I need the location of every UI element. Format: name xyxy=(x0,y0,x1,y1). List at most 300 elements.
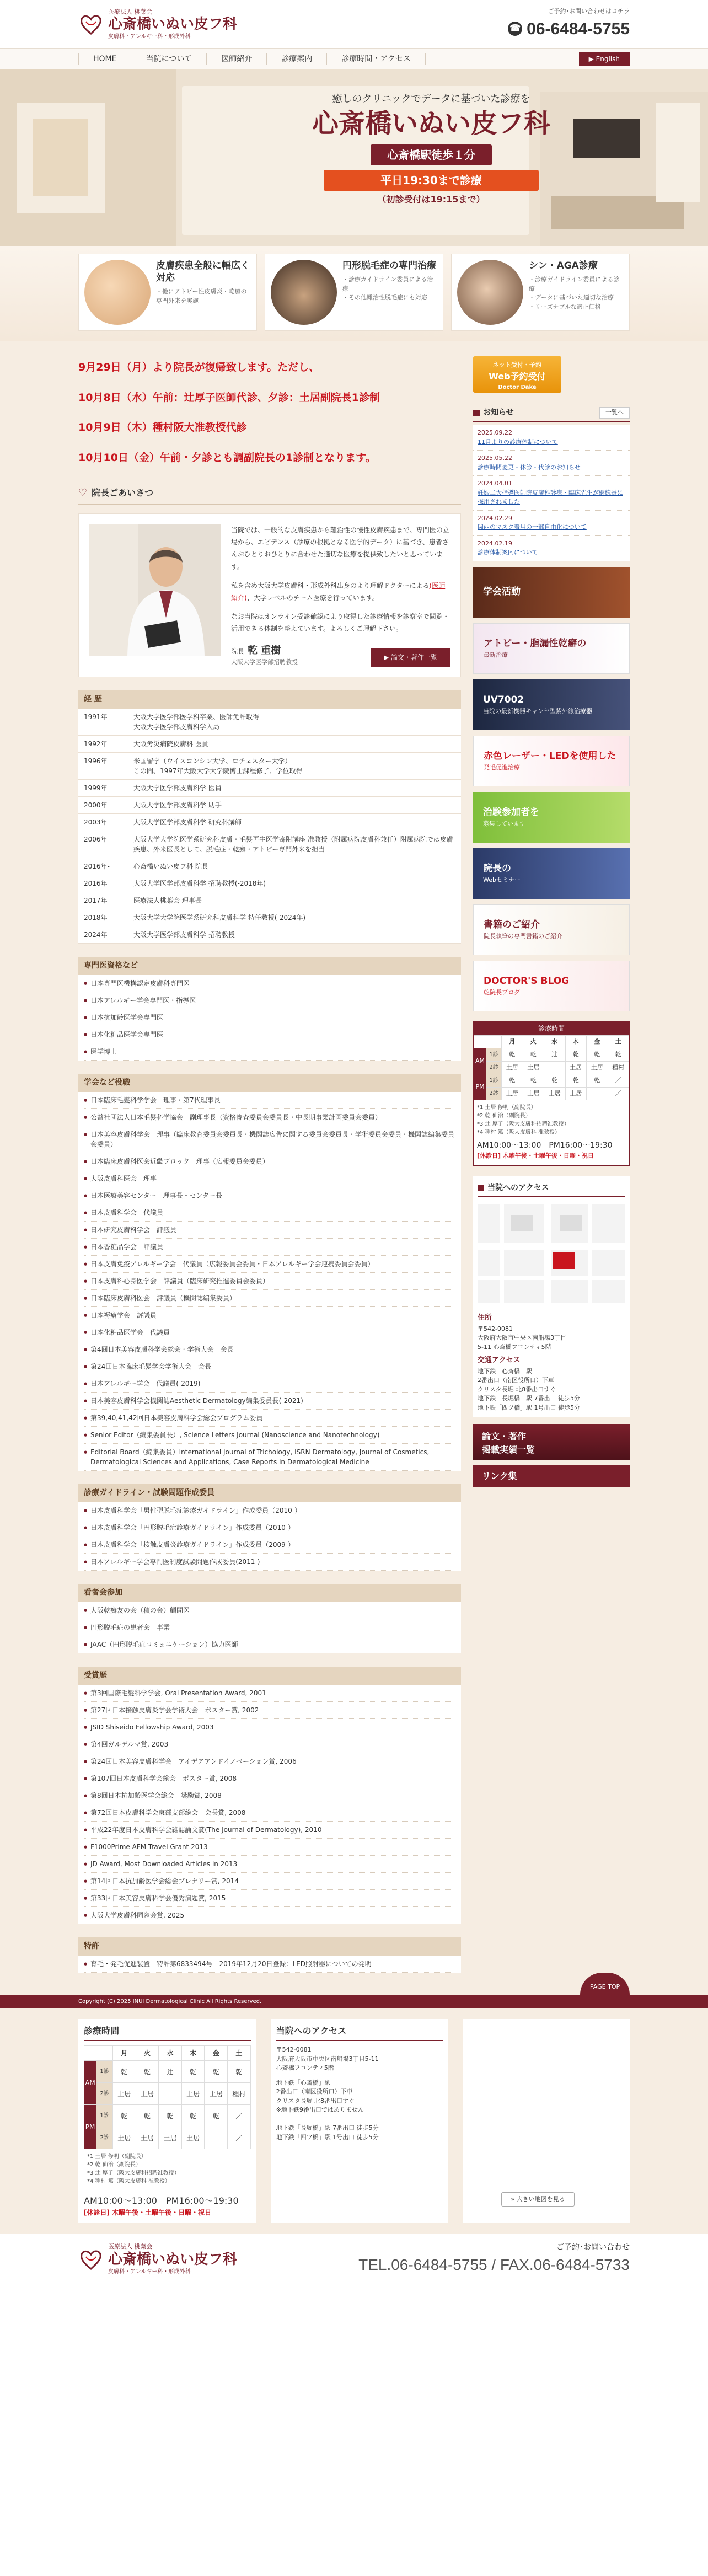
schedule-cell: 土居 xyxy=(565,1061,587,1074)
history-year: 2017年- xyxy=(78,892,128,909)
schedule-header-row xyxy=(84,2046,251,2061)
nav-home[interactable]: HOME xyxy=(78,53,131,65)
schedule-cell: ／ xyxy=(228,2127,251,2149)
schedule-notes xyxy=(474,1100,629,1140)
news-date: 2024.04.01 xyxy=(478,480,512,487)
news-item[interactable] xyxy=(473,536,630,561)
schedule-day: 土 xyxy=(228,2046,251,2061)
schedule-cell: 乾 xyxy=(113,2061,136,2083)
history-row xyxy=(78,797,461,814)
square-icon xyxy=(473,410,480,416)
awards-list xyxy=(78,1685,461,1924)
list-item: ● 日本アレルギー学会 代議員(-2019) xyxy=(84,1375,455,1393)
list-item: ● 日本臨床皮膚科医会 評議員（機関誌編集委員） xyxy=(84,1290,455,1307)
banner-title: UV7002 xyxy=(483,694,524,705)
feature-point: ・ 他にアトピー性皮膚炎・乾癬の専門外来を実施 xyxy=(156,287,251,306)
schedule-cell: 乾 xyxy=(181,2105,205,2127)
hero-title: 心斎橋いぬい皮フ科 xyxy=(312,108,550,139)
history-row xyxy=(78,709,461,736)
sidebar-banner[interactable] xyxy=(473,679,630,730)
schedule-row xyxy=(474,1087,629,1100)
feature-title: 円形脱毛症の専門治療 xyxy=(342,260,436,271)
heart-icon: ♡ xyxy=(78,487,88,499)
schedule-day: 木 xyxy=(181,2046,205,2061)
greeting-box xyxy=(78,513,461,677)
address-text: 〒542-0081 大阪府大阪市中央区南船場3丁目 5-11 心斎橋フロンティ5階 xyxy=(478,1325,566,1351)
history-year: 1996年 xyxy=(78,753,128,780)
news-link[interactable]: 関西のマスク着用の一部自由化について xyxy=(478,523,587,531)
enlarge-map-button[interactable]: » 大きい地図を見る xyxy=(501,2192,574,2207)
history-text: 大阪大学医学部皮膚科学 招聘教授 xyxy=(128,926,461,944)
list-item: ● 日本臨床皮膚科医会近畿ブロック 理事（広報委員会委員） xyxy=(84,1153,455,1170)
news-date: 2024.02.29 xyxy=(478,514,512,522)
notice-item: 10月10日（金）午前・夕診とも調副院長の1診制となります。 xyxy=(78,451,376,464)
feature-title: シン・AGA診療 xyxy=(529,260,598,271)
list-item: ● 日本褥瘡学会 評議員 xyxy=(84,1307,455,1324)
list-item: ● 日本専門医機構認定皮膚科専門医 xyxy=(84,975,455,992)
list-item: ● JAAC（円形脱毛症コミュニケーション）協力医師 xyxy=(84,1636,455,1653)
hero-tagline: 癒しのクリニックでデータに基づいた診療を xyxy=(332,93,530,105)
schedule-day: 火 xyxy=(523,1035,544,1048)
schedule-cell: 乾 xyxy=(544,1074,566,1088)
schedule-row xyxy=(84,2127,251,2149)
sidebar-banner[interactable] xyxy=(473,623,630,674)
list-item: ● 日本香粧品学会 評議員 xyxy=(84,1239,455,1256)
footer-schedule-title: 診療時間 xyxy=(84,2025,251,2041)
schedule-note: *3 辻 厚子（阪大皮膚科招聘准教授） xyxy=(87,2170,180,2176)
history-row xyxy=(78,814,461,831)
schedule-slot: 2診 xyxy=(96,2127,113,2149)
history-row xyxy=(78,753,461,780)
schedule-row xyxy=(84,2083,251,2105)
banner-subtitle: Webセミナー xyxy=(483,876,521,883)
banner-subtitle: 院長執筆の専門書籍のご紹介 xyxy=(484,933,562,940)
list-item: ● 日本医療美容センター 理事長・センター長 xyxy=(84,1187,455,1204)
sidebar-banner[interactable] xyxy=(473,961,630,1011)
schedule-cell: 土居 xyxy=(136,2127,159,2149)
history-year: 2000年 xyxy=(78,797,128,814)
history-year: 2024年- xyxy=(78,926,128,944)
access-map[interactable] xyxy=(478,1204,625,1303)
history-year: 2016年- xyxy=(78,858,128,875)
logo-sub: 皮膚科・アレルギー科・形成外科 xyxy=(108,34,191,40)
list-item: ● 日本アレルギー学会専門医制度試験問題作成委員(2011-) xyxy=(84,1554,455,1571)
schedule-period: AM xyxy=(474,1048,486,1074)
links-button[interactable]: リンク集 xyxy=(473,1465,630,1487)
feature-alopecia[interactable] xyxy=(265,254,443,331)
copyright: Copyright (C) 2025 INUI Dermatological Clinic All Rights Reserved. xyxy=(78,1998,262,2005)
list-item: ● 第33回日本美容皮膚科学会優秀演題賞, 2015 xyxy=(84,1890,455,1907)
list-item: ● 第39,40,41,42回日本美容皮膚科学会総会プログラム委員 xyxy=(84,1410,455,1427)
schedule-cell: 乾 xyxy=(502,1074,523,1088)
list-item: ● 日本美容皮膚科学会 理事（臨床教育委員会委員長・機関誌広告に関する委員会委員長・学術委員会委員・機関誌編集委員会委員） xyxy=(84,1126,455,1153)
schedule-cell: 土居 xyxy=(502,1061,523,1074)
history-row xyxy=(78,831,461,858)
schedule-slot: 2診 xyxy=(96,2083,113,2105)
history-year: 1999年 xyxy=(78,780,128,797)
banner-title: 治験参加者を xyxy=(483,806,539,818)
sidebar xyxy=(473,356,630,1973)
footer-tel-caption: ご予約･お問い合わせ xyxy=(556,2243,630,2252)
list-item: ● 第72回日本皮膚科学会東部支部総会 会長賞, 2008 xyxy=(84,1804,455,1822)
list-item: ● 円形脱毛症の患者会 事業 xyxy=(84,1619,455,1636)
schedule-day: 水 xyxy=(159,2046,182,2061)
schedule-cell: 種村 xyxy=(228,2083,251,2105)
alopecia-image xyxy=(271,260,337,325)
list-item: ● 日本アレルギー学会専門医・指導医 xyxy=(84,992,455,1009)
schedule-cell: 土居 xyxy=(523,1087,544,1100)
schedule-cell: 乾 xyxy=(587,1048,608,1062)
schedule-cell: 土居 xyxy=(565,1087,587,1100)
schedule-slot: 1診 xyxy=(486,1074,502,1088)
news-link[interactable]: 診療体制案内について xyxy=(478,549,538,556)
list-item: ● 第24回日本美容皮膚科学会 アイデアアンドイノベーション賞, 2006 xyxy=(84,1753,455,1770)
news-more-button[interactable]: 一覧へ xyxy=(599,407,630,419)
news-item[interactable] xyxy=(473,476,630,511)
sidebar-banner[interactable] xyxy=(473,567,630,618)
banner-title: 学会活動 xyxy=(483,586,521,597)
history-text: 大阪大学医学部皮膚科学 招聘教授(-2018年) xyxy=(128,875,461,892)
schedule-note: *1 土居 修明（副院長） xyxy=(87,2154,147,2160)
doctor-intro-link[interactable]: (医師紹介) xyxy=(231,581,446,602)
schedule-cell: 土居 xyxy=(159,2127,182,2149)
sidebar-banner[interactable] xyxy=(473,736,630,786)
list-item: ● 第27回日本接触皮膚炎学会学術大会 ポスター賞, 2002 xyxy=(84,1702,455,1719)
history-row xyxy=(78,892,461,909)
notice-item: 10月9日（木）種村阪大准教授代診 xyxy=(78,421,247,433)
list-item: ● 日本化粧品医学会 代議員 xyxy=(84,1324,455,1341)
footer-transport: 地下鉄「心斎橋」駅 2番出口（南区役所口）下車 クリスタ長堀 北8番出口すぐ ※地下鉄9番出口ではありません 地下鉄「長堀橋」駅 7番出口 徒歩5分 地下鉄「四ツ橋」駅 1号出口 徒歩5分 xyxy=(276,2079,379,2141)
transport-item: 地下鉄「四ツ橋」駅 1号出口 徒歩5分 xyxy=(478,1404,580,1411)
schedule-day xyxy=(474,1035,486,1048)
sidebar-access: 当院へのアクセス 住所 〒542-0081 大阪府大阪市中央区南船場3丁目 5-11 心斎橋フロンティ5階 交通アクセス 地下鉄「心斎橋」駅 2番出口（南区役所口）下車 クリスタ長堀 北8番出口すぐ 地下鉄「長堀橋」駅 7番出口 徒歩5分 地下鉄「四ツ橋」駅 1号出口 徒歩5分 xyxy=(473,1176,630,1417)
news-item[interactable] xyxy=(473,425,630,451)
list-item: ● 日本皮膚科学会「円形脱毛症診療ガイドライン」作成委員（2010-） xyxy=(84,1519,455,1536)
schedule-cell: 乾 xyxy=(205,2105,228,2127)
footer-tel[interactable] xyxy=(358,2242,630,2277)
schedule-note: *2 乾 仙治（副院長） xyxy=(477,1113,531,1119)
page-top-button[interactable]: PAGE TOP xyxy=(580,1973,630,1995)
square-icon xyxy=(478,1185,484,1191)
schedule-cell: 種村 xyxy=(608,1061,629,1074)
content-area xyxy=(0,341,708,1995)
footer-main xyxy=(0,2008,708,2234)
schedule-period: AM xyxy=(84,2061,96,2105)
greeting-title: ♡ 院長ごあいさつ xyxy=(78,482,461,505)
tel-number: 06-6484-5755 xyxy=(527,19,630,38)
hero-badge-station: 心斎橋駅徒歩１分 xyxy=(371,144,492,165)
schedule-day: 金 xyxy=(205,2046,228,2061)
feature-skin[interactable] xyxy=(78,254,257,331)
patents-title: 特許 xyxy=(78,1937,461,1956)
schedule-day: 木 xyxy=(565,1035,587,1048)
schedule-cell xyxy=(587,1087,608,1100)
nav-treatment[interactable]: 診療案内 xyxy=(267,53,327,65)
banner-title: DOCTOR'S BLOG xyxy=(484,975,570,987)
greeting-paragraph: なお当院はオンライン受診確認により取得した診療情報を診察室で閲覧・活用できる体制を整えています。よろしくご理解下さい。 xyxy=(231,613,449,633)
feature-point: ・ その他難治性脱毛症にも対応 xyxy=(342,293,437,303)
list-item: ● 日本皮膚科学会「男性型脱毛症診療ガイドライン」作成委員（2010-） xyxy=(84,1502,455,1519)
schedule-cell: 乾 xyxy=(587,1074,608,1088)
english-button[interactable]: ▶ English xyxy=(579,52,630,66)
schedule-cell: 辻 xyxy=(544,1048,566,1062)
schedule-day: 土 xyxy=(608,1035,629,1048)
schedule-closed: [休診日] 木曜午後・土曜午後・日曜・祝日 xyxy=(477,1152,594,1159)
papers-button[interactable]: ▶ 論文・著作一覧 xyxy=(371,648,450,667)
list-item: ● 大阪皮膚科医会 理事 xyxy=(84,1170,455,1187)
history-row xyxy=(78,858,461,875)
schedule-cell: 土居 xyxy=(113,2127,136,2149)
history-text: 大阪大学医学部医学科卒業、医師免許取得 大阪大学医学部皮膚科学入局 xyxy=(128,709,461,736)
list-item: ● 大阪乾癬友の会（積の会）顧問医 xyxy=(84,1602,455,1619)
heart-logo-icon xyxy=(78,2247,104,2272)
footer-access xyxy=(271,2019,449,2223)
schedule-cell: 乾 xyxy=(136,2061,159,2083)
feature-point: ・ データに基づいた適切な治療 xyxy=(529,293,624,303)
feature-point: ・ リーズナブルな適正価格 xyxy=(529,303,624,312)
list-item: ● 公益社団法人日本毛髪科学協会 副理事長（資格審査委員会委員長・中長期事業計画委員会委員） xyxy=(84,1109,455,1126)
list-item: ● 第24回日本臨床毛髪学会学術大会 会長 xyxy=(84,1358,455,1375)
list-item: ● 日本臨床毛髪科学学会 理事・第7代理事長 xyxy=(84,1092,455,1109)
schedule-cell: ／ xyxy=(228,2105,251,2127)
schedule-day xyxy=(84,2046,96,2061)
list-item: ● 第4回日本美容皮膚科学会総会・学術大会 会長 xyxy=(84,1341,455,1358)
banner-subtitle: 当院の最新機器キャンセ型紫外線治療器 xyxy=(483,708,592,715)
history-year: 2018年 xyxy=(78,909,128,926)
hero-note: （初診受付は19:15まで） xyxy=(377,194,485,205)
list-item: ● Senior Editor（編集委員長）, Science Letters Journal (Nanoscience and Nanotechnology) xyxy=(84,1427,455,1444)
list-item: ● 第14回日本抗加齢医学会総会プレナリー賞, 2014 xyxy=(84,1873,455,1890)
sidebar-banner[interactable] xyxy=(473,848,630,899)
footer-closed: [休診日] 木曜午後・土曜午後・日曜・祝日 xyxy=(84,2209,212,2216)
news-link[interactable]: 診療時間変更・休診・代診のお知らせ xyxy=(478,463,581,471)
schedule-note: *4 種村 篤（阪大皮膚科 准教授） xyxy=(87,2178,170,2184)
schedule-header-row xyxy=(474,1035,629,1048)
list-item: ● 日本研究皮膚科学会 評議員 xyxy=(84,1222,455,1239)
list-item: ● JD Award, Most Downloaded Articles in 2013 xyxy=(84,1856,455,1873)
history-row xyxy=(78,875,461,892)
schedule-day: 月 xyxy=(113,2046,136,2061)
schedule-cell: ／ xyxy=(608,1074,629,1088)
footer-tel-number: TEL.06-6484-5755 / FAX.06-6484-5733 xyxy=(358,2256,630,2273)
qualifications-list xyxy=(78,975,461,1061)
list-item: ● F1000Prime AFM Travel Grant 2013 xyxy=(84,1839,455,1856)
schedule-row xyxy=(474,1061,629,1074)
schedule-row xyxy=(474,1074,629,1088)
footer-bar xyxy=(0,1983,708,2008)
news-header: お知らせ 一覧へ xyxy=(473,405,630,422)
list-item: ● 日本皮膚科学会 代議員 xyxy=(84,1204,455,1222)
schedule-cell: 辻 xyxy=(159,2061,182,2083)
awards-title: 受賞歴 xyxy=(78,1667,461,1685)
schedule-cell: 土居 xyxy=(113,2083,136,2105)
schedule-cell: 乾 xyxy=(565,1048,587,1062)
history-text: 大阪大学大学院医学系研究科皮膚科学 特任教授(-2024年) xyxy=(128,909,461,926)
list-item: ● 平成22年度日本皮膚科学会雑誌論文賞(The Journal of Dermatology), 2010 xyxy=(84,1822,455,1839)
societies-title: 学会など役職 xyxy=(78,1074,461,1092)
skin-care-image xyxy=(84,260,151,325)
director-photo xyxy=(89,524,221,656)
notices xyxy=(78,360,461,465)
qualifications-title: 専門医資格など xyxy=(78,957,461,975)
history-title: 経 歴 xyxy=(78,690,461,709)
feature-point: ・ 診療ガイドライン委員による診療 xyxy=(529,275,624,293)
schedule-cell xyxy=(159,2083,182,2105)
guidelines-list xyxy=(78,1502,461,1571)
schedule-caption: 診療時間 xyxy=(474,1022,629,1035)
footer-logo[interactable]: 医療法人 桃葉会 心斎橋いぬい皮フ科 皮膚科・アレルギー科・形成外科 xyxy=(78,2242,237,2275)
schedule-day: 月 xyxy=(502,1035,523,1048)
schedule-cell: 乾 xyxy=(113,2105,136,2127)
schedule-slot: 2診 xyxy=(486,1061,502,1074)
news-list xyxy=(473,425,630,561)
greeting-paragraph: 私を含め大阪大学皮膚科・形成外科出身のより理解ドクターによる(医師紹介)、大学レベルのチーム医療を行っています。 xyxy=(231,581,446,602)
global-nav xyxy=(0,49,708,69)
hero-panel xyxy=(260,92,602,206)
schedule-cell: 乾 xyxy=(502,1048,523,1062)
footer-access-title: 当院へのアクセス xyxy=(276,2025,443,2041)
history-text: 米国留学（ウイスコンシン大学、ロチェスター大学） この間、1997年大阪大学大学院博士課程修了、学位取得 xyxy=(128,753,461,780)
feature-aga[interactable] xyxy=(451,254,630,331)
news-item[interactable] xyxy=(473,511,630,536)
web-reservation-button[interactable]: ネット受付・予約 Web予約受付 Doctor Dake xyxy=(473,356,561,393)
banner-title: 書籍のご紹介 xyxy=(484,919,540,930)
schedule-day xyxy=(486,1035,502,1048)
papers-side-button[interactable]: 論文・著作 掲載実績一覧 xyxy=(473,1424,630,1460)
notice-item: 9月29日（月）より院長が復帰致します。ただし、 xyxy=(78,361,320,373)
site-logo[interactable] xyxy=(78,8,237,41)
schedule-note: *1 土居 修明（副院長） xyxy=(477,1105,537,1111)
schedule-row xyxy=(84,2105,251,2127)
schedule-period: PM xyxy=(474,1074,486,1100)
director-name: 院長 乾 重樹 大阪大学医学部招聘教授 xyxy=(231,644,298,666)
list-item: ● 医学博士 xyxy=(84,1043,455,1061)
phone-icon: ☎ xyxy=(508,22,522,36)
schedule-cell: 土居 xyxy=(205,2083,228,2105)
banner-subtitle: 最新治療 xyxy=(484,651,508,658)
list-item: ● 第3回国際毛髪科学学会, Oral Presentation Award, 2001 xyxy=(84,1685,455,1702)
schedule-cell xyxy=(544,1061,566,1074)
schedule-cell: 乾 xyxy=(523,1048,544,1062)
history-text: 医療法人桃葉会 理事長 xyxy=(128,892,461,909)
banner-title: 赤色レーザー・LEDを使用した xyxy=(484,750,616,762)
sidebar-schedule xyxy=(473,1021,630,1166)
history-year: 1992年 xyxy=(78,736,128,753)
footer-hours: AM10:00〜13:00 PM16:00〜19:30 xyxy=(84,2195,239,2206)
schedule-cell: 土居 xyxy=(181,2083,205,2105)
list-item: ● 日本皮膚科学会「接触皮膚炎診療ガイドライン」作成委員（2009-） xyxy=(84,1536,455,1554)
nav-doctors[interactable]: 医師紹介 xyxy=(207,53,267,65)
greeting-paragraph: 当院では、一般的な皮膚疾患から難治性の慢性皮膚疾患まで、専門医の立場から、エビデンス（診療の根拠となる医学的データ）に基づき、患者さんおひとりおひとりに合わせた適切な医療を提供致したいと思っています。 xyxy=(231,526,449,571)
history-year: 1991年 xyxy=(78,709,128,736)
history-year: 2006年 xyxy=(78,831,128,858)
schedule-day: 火 xyxy=(136,2046,159,2061)
list-item: ● 日本皮膚免疫アレルギー学会 代議員（広報委員会委員・日本アレルギー学会連携委員会委員） xyxy=(84,1256,455,1273)
schedule-cell: 乾 xyxy=(181,2061,205,2083)
hero-badge-hours: 平日19:30まで診療 xyxy=(324,170,539,191)
footer-address: 〒542-0081 大阪府大阪市中央区南船場3丁目5-11 心斎橋フロンティ5階 xyxy=(276,2046,379,2071)
schedule-table xyxy=(474,1035,629,1101)
schedule-cell: 土居 xyxy=(502,1087,523,1100)
news-link[interactable]: 妊娠二大指導医師院皮膚科診療・臨床先生が継続長に採用されました xyxy=(478,489,623,505)
advisory-title: 看者会参加 xyxy=(78,1584,461,1602)
tel-caption: ご予約･お問い合わせはコチラ xyxy=(548,8,630,15)
schedule-cell: 土居 xyxy=(587,1061,608,1074)
hero xyxy=(0,69,708,246)
main-column xyxy=(78,356,461,1973)
news-date: 2025.05.22 xyxy=(478,454,512,462)
notice-item: 10月8日（水）午前：辻厚子医師代診、夕診：土居副院長1診制 xyxy=(78,391,380,404)
header-tel[interactable] xyxy=(508,7,630,41)
history-year: 2016年 xyxy=(78,875,128,892)
transport-item: 地下鉄「長堀橋」駅 7番出口 徒歩5分 xyxy=(478,1395,580,1402)
logo-small: 医療法人 桃葉会 xyxy=(108,8,153,15)
list-item: ● 日本抗加齢医学会専門医 xyxy=(84,1009,455,1026)
schedule-period: PM xyxy=(84,2105,96,2149)
schedule-cell: ／ xyxy=(608,1087,629,1100)
history-table xyxy=(78,709,461,944)
nav-hours-access[interactable]: 診療時間・アクセス xyxy=(327,53,426,65)
site-header xyxy=(0,0,708,49)
nav-about[interactable]: 当院について xyxy=(131,53,207,65)
schedule-row xyxy=(474,1048,629,1062)
heart-logo-icon xyxy=(78,12,104,37)
schedule-cell: 乾 xyxy=(159,2105,182,2127)
news-date: 2025.09.22 xyxy=(478,429,512,436)
history-year: 2003年 xyxy=(78,814,128,831)
footer-map[interactable] xyxy=(463,2019,630,2223)
list-item: ● 育毛・発毛促進装置 特許第6833494号 2019年12月20日登録：LED照射器についての発明 xyxy=(84,1956,455,1973)
schedule-cell: 乾 xyxy=(205,2061,228,2083)
history-text: 大阪大学大学院医学系研究科皮膚・毛髪再生医学寄附講座 准教授（附属病院皮膚科兼任）附属病院では皮膚疾患、外来医長として、脱毛症・乾癬・アトピー専門外来を担当 xyxy=(128,831,461,858)
history-row xyxy=(78,736,461,753)
news-link[interactable]: 11月よりの診療体制について xyxy=(478,438,558,446)
news-date: 2024.02.19 xyxy=(478,539,512,547)
banner-subtitle: 乾院長ブログ xyxy=(484,989,520,996)
sidebar-banner[interactable] xyxy=(473,792,630,843)
history-text: 大阪大学医学部皮膚科学 研究科講師 xyxy=(128,814,461,831)
schedule-day: 水 xyxy=(544,1035,566,1048)
footer-schedule-notes xyxy=(84,2149,251,2189)
list-item: ● 第107回日本皮膚科学会総会 ポスター賞, 2008 xyxy=(84,1770,455,1787)
schedule-row xyxy=(84,2061,251,2083)
schedule-cell: 乾 xyxy=(523,1074,544,1088)
advisory-list xyxy=(78,1602,461,1653)
list-item: ● 日本化粧品医学会専門医 xyxy=(84,1026,455,1043)
schedule-slot: 1診 xyxy=(96,2105,113,2127)
schedule-cell: 乾 xyxy=(608,1048,629,1062)
footer-bottom xyxy=(0,2234,708,2290)
news-item[interactable] xyxy=(473,451,630,476)
guidelines-title: 診療ガイドライン・試験問題作成委員 xyxy=(78,1484,461,1502)
schedule-note: *4 種村 篤（阪大皮膚科 准教授） xyxy=(477,1129,560,1136)
history-text: 大阪大学医学部皮膚科学 助手 xyxy=(128,797,461,814)
schedule-cell: 乾 xyxy=(565,1074,587,1088)
history-row xyxy=(78,909,461,926)
schedule-cell: 土居 xyxy=(544,1087,566,1100)
banner-subtitle: 発毛促進治療 xyxy=(484,764,520,771)
history-text: 心斎橋いぬい皮フ科 院長 xyxy=(128,858,461,875)
schedule-slot: 1診 xyxy=(96,2061,113,2083)
schedule-slot: 2診 xyxy=(486,1087,502,1100)
sidebar-banner[interactable] xyxy=(473,904,630,955)
footer-schedule xyxy=(78,2019,256,2223)
schedule-cell: 土居 xyxy=(523,1061,544,1074)
banner-list xyxy=(473,567,630,1011)
address-title: 住所 xyxy=(478,1314,492,1322)
banner-title: 院長の xyxy=(483,863,511,874)
history-row xyxy=(78,780,461,797)
